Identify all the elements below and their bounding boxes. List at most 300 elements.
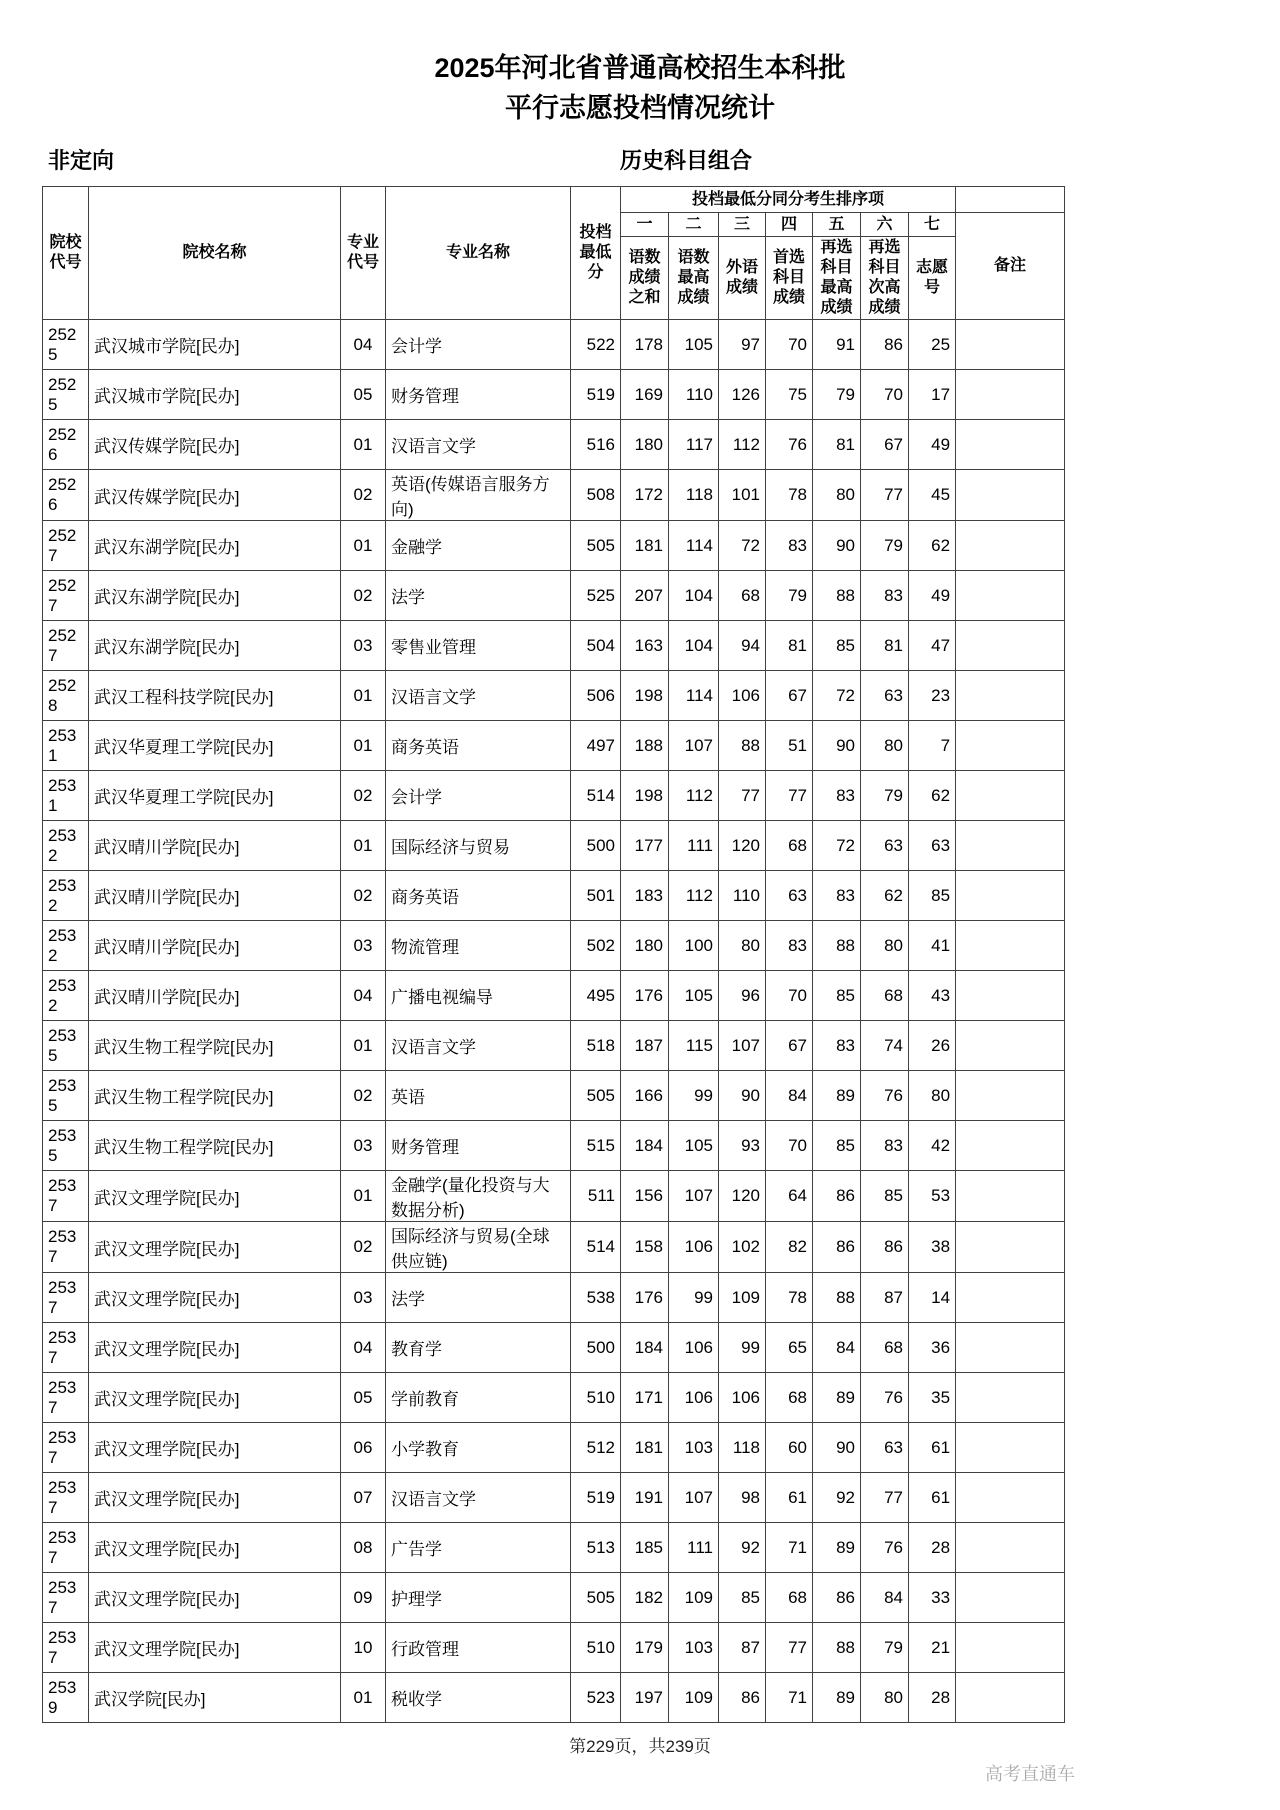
- cell-school-code: 2535: [43, 1021, 89, 1071]
- cell-major-name: 广播电视编导: [386, 971, 571, 1021]
- cell-sort-3: 98: [719, 1473, 766, 1523]
- cell-school-name: 武汉晴川学院[民办]: [89, 921, 341, 971]
- cell-sort-2: 106: [669, 1222, 719, 1273]
- cell-sort-3: 101: [719, 470, 766, 521]
- cell-sort-6: 80: [861, 921, 909, 971]
- cell-major-name: 金融学: [386, 521, 571, 571]
- cell-major-code: 03: [341, 621, 386, 671]
- cell-major-code: 02: [341, 871, 386, 921]
- cell-school-name: 武汉城市学院[民办]: [89, 320, 341, 370]
- cell-sort-3: 72: [719, 521, 766, 571]
- cell-sort-5: 85: [813, 621, 861, 671]
- cell-major-name: 税收学: [386, 1673, 571, 1723]
- cell-major-name: 护理学: [386, 1573, 571, 1623]
- cell-major-code: 08: [341, 1523, 386, 1573]
- cell-remark: [956, 320, 1065, 370]
- cell-sort-4: 83: [766, 921, 813, 971]
- cell-sort-3: 118: [719, 1423, 766, 1473]
- table-row: [43, 1021, 1065, 1071]
- cell-major-code: 01: [341, 521, 386, 571]
- cell-sort-6: 79: [861, 771, 909, 821]
- cell-sort-4: 61: [766, 1473, 813, 1523]
- cell-remark: [956, 771, 1065, 821]
- cell-sort-3: 92: [719, 1523, 766, 1573]
- cell-sort-5: 79: [813, 370, 861, 420]
- cell-sort-5: 83: [813, 871, 861, 921]
- cell-sort-6: 76: [861, 1523, 909, 1573]
- table-row: [43, 1222, 1065, 1273]
- cell-sort-3: 77: [719, 771, 766, 821]
- cell-sort-6: 79: [861, 521, 909, 571]
- table-row: [43, 671, 1065, 721]
- cell-major-name: 会计学: [386, 771, 571, 821]
- cell-school-name: 武汉文理学院[民办]: [89, 1623, 341, 1673]
- header-sort-label-4: 首选科目成绩: [766, 237, 813, 320]
- cell-sort-3: 80: [719, 921, 766, 971]
- cell-school-name: 武汉文理学院[民办]: [89, 1273, 341, 1323]
- header-sort-label-3: 外语成绩: [719, 237, 766, 320]
- cell-major-code: 09: [341, 1573, 386, 1623]
- header-sort-label-5: 再选科目最高成绩: [813, 237, 861, 320]
- cell-school-code: 2537: [43, 1423, 89, 1473]
- cell-sort-2: 100: [669, 921, 719, 971]
- cell-major-name: 行政管理: [386, 1623, 571, 1673]
- cell-major-code: 02: [341, 470, 386, 521]
- cell-sort-7: 28: [909, 1523, 956, 1573]
- cell-school-name: 武汉学院[民办]: [89, 1673, 341, 1723]
- cell-major-code: 01: [341, 1021, 386, 1071]
- cell-school-code: 2535: [43, 1071, 89, 1121]
- watermark: 高考直通车: [985, 1764, 1075, 1784]
- cell-major-code: 01: [341, 420, 386, 470]
- cell-major-name: 国际经济与贸易: [386, 821, 571, 871]
- table-row: [43, 1323, 1065, 1373]
- cell-remark: [956, 921, 1065, 971]
- header-row-group: [43, 187, 1065, 213]
- cell-min-score: 495: [571, 971, 621, 1021]
- cell-sort-7: 62: [909, 771, 956, 821]
- cell-sort-4: 81: [766, 621, 813, 671]
- cell-sort-7: 85: [909, 871, 956, 921]
- header-sort-num-4: 四: [766, 213, 813, 237]
- cell-sort-2: 112: [669, 771, 719, 821]
- cell-sort-2: 114: [669, 521, 719, 571]
- cell-major-code: 10: [341, 1623, 386, 1673]
- cell-major-code: 03: [341, 1121, 386, 1171]
- cell-sort-1: 188: [621, 721, 669, 771]
- cell-min-score: 522: [571, 320, 621, 370]
- cell-sort-6: 80: [861, 1673, 909, 1723]
- cell-min-score: 525: [571, 571, 621, 621]
- cell-min-score: 510: [571, 1373, 621, 1423]
- cell-major-name: 英语(传媒语言服务方向): [386, 470, 571, 521]
- cell-sort-2: 109: [669, 1673, 719, 1723]
- cell-remark: [956, 470, 1065, 521]
- header-major-code: 专业代号: [341, 187, 386, 320]
- cell-school-code: 2537: [43, 1573, 89, 1623]
- cell-sort-1: 178: [621, 320, 669, 370]
- cell-sort-1: 171: [621, 1373, 669, 1423]
- page-title-line2: 平行志愿投档情况统计: [505, 93, 775, 123]
- cell-sort-3: 87: [719, 1623, 766, 1673]
- cell-sort-1: 156: [621, 1171, 669, 1222]
- cell-sort-5: 90: [813, 721, 861, 771]
- cell-sort-5: 88: [813, 571, 861, 621]
- table-row: [43, 1071, 1065, 1121]
- cell-min-score: 518: [571, 1021, 621, 1071]
- cell-sort-5: 89: [813, 1071, 861, 1121]
- cell-sort-7: 41: [909, 921, 956, 971]
- cell-sort-1: 176: [621, 971, 669, 1021]
- cell-sort-1: 184: [621, 1323, 669, 1373]
- cell-major-code: 01: [341, 671, 386, 721]
- cell-school-code: 2527: [43, 521, 89, 571]
- cell-sort-7: 23: [909, 671, 956, 721]
- cell-min-score: 506: [571, 671, 621, 721]
- cell-sort-4: 78: [766, 1273, 813, 1323]
- cell-sort-3: 93: [719, 1121, 766, 1171]
- cell-sort-2: 103: [669, 1423, 719, 1473]
- cell-sort-4: 70: [766, 971, 813, 1021]
- cell-major-name: 法学: [386, 571, 571, 621]
- cell-major-code: 05: [341, 1373, 386, 1423]
- cell-major-code: 01: [341, 821, 386, 871]
- cell-sort-4: 76: [766, 420, 813, 470]
- cell-remark: [956, 1071, 1065, 1121]
- cell-sort-6: 86: [861, 320, 909, 370]
- cell-sort-1: 163: [621, 621, 669, 671]
- table-row: [43, 1121, 1065, 1171]
- cell-sort-4: 75: [766, 370, 813, 420]
- cell-min-score: 512: [571, 1423, 621, 1473]
- cell-sort-5: 72: [813, 821, 861, 871]
- cell-sort-7: 49: [909, 420, 956, 470]
- cell-sort-4: 71: [766, 1523, 813, 1573]
- cell-major-code: 01: [341, 1673, 386, 1723]
- cell-sort-6: 77: [861, 1473, 909, 1523]
- cell-sort-7: 63: [909, 821, 956, 871]
- cell-school-name: 武汉文理学院[民办]: [89, 1523, 341, 1573]
- cell-sort-5: 86: [813, 1171, 861, 1222]
- cell-remark: [956, 1473, 1065, 1523]
- cell-sort-3: 110: [719, 871, 766, 921]
- cell-major-name: 汉语言文学: [386, 420, 571, 470]
- cell-sort-5: 89: [813, 1673, 861, 1723]
- cell-sort-7: 7: [909, 721, 956, 771]
- cell-school-name: 武汉生物工程学院[民办]: [89, 1021, 341, 1071]
- cell-major-code: 03: [341, 1273, 386, 1323]
- cell-min-score: 505: [571, 521, 621, 571]
- cell-min-score: 500: [571, 821, 621, 871]
- table-row: [43, 521, 1065, 571]
- section-labels: [0, 144, 1280, 178]
- cell-school-code: 2537: [43, 1222, 89, 1273]
- table-row: [43, 370, 1065, 420]
- cell-min-score: 519: [571, 370, 621, 420]
- cell-sort-3: 120: [719, 1171, 766, 1222]
- cell-remark: [956, 521, 1065, 571]
- cell-school-name: 武汉传媒学院[民办]: [89, 470, 341, 521]
- cell-sort-7: 45: [909, 470, 956, 521]
- cell-sort-6: 77: [861, 470, 909, 521]
- cell-school-code: 2537: [43, 1523, 89, 1573]
- cell-sort-7: 43: [909, 971, 956, 1021]
- cell-sort-4: 77: [766, 1623, 813, 1673]
- cell-school-code: 2526: [43, 420, 89, 470]
- cell-sort-5: 90: [813, 521, 861, 571]
- page-title: [0, 0, 1280, 128]
- cell-sort-6: 81: [861, 621, 909, 671]
- cell-sort-4: 51: [766, 721, 813, 771]
- cell-sort-3: 106: [719, 1373, 766, 1423]
- cell-sort-6: 83: [861, 571, 909, 621]
- cell-sort-2: 105: [669, 1121, 719, 1171]
- cell-major-name: 汉语言文学: [386, 1021, 571, 1071]
- cell-sort-6: 63: [861, 671, 909, 721]
- cell-school-code: 2525: [43, 320, 89, 370]
- cell-sort-2: 103: [669, 1623, 719, 1673]
- cell-sort-2: 105: [669, 971, 719, 1021]
- cell-sort-1: 191: [621, 1473, 669, 1523]
- cell-major-code: 01: [341, 1171, 386, 1222]
- cell-remark: [956, 1171, 1065, 1222]
- cell-sort-2: 99: [669, 1273, 719, 1323]
- header-remark: 备注: [956, 213, 1065, 320]
- cell-sort-1: 207: [621, 571, 669, 621]
- table-row: [43, 721, 1065, 771]
- cell-sort-3: 102: [719, 1222, 766, 1273]
- cell-sort-7: 49: [909, 571, 956, 621]
- table-body: [43, 320, 1065, 1723]
- cell-sort-7: 26: [909, 1021, 956, 1071]
- table-row: [43, 571, 1065, 621]
- cell-major-code: 06: [341, 1423, 386, 1473]
- cell-min-score: 523: [571, 1673, 621, 1723]
- cell-major-name: 金融学(量化投资与大数据分析): [386, 1171, 571, 1222]
- cell-school-name: 武汉生物工程学院[民办]: [89, 1121, 341, 1171]
- cell-sort-2: 112: [669, 871, 719, 921]
- cell-sort-4: 84: [766, 1071, 813, 1121]
- cell-sort-3: 90: [719, 1071, 766, 1121]
- cell-sort-3: 85: [719, 1573, 766, 1623]
- cell-major-name: 小学教育: [386, 1423, 571, 1473]
- cell-min-score: 538: [571, 1273, 621, 1323]
- cell-sort-1: 198: [621, 671, 669, 721]
- cell-sort-2: 115: [669, 1021, 719, 1071]
- cell-sort-6: 70: [861, 370, 909, 420]
- cell-major-code: 05: [341, 370, 386, 420]
- cell-sort-7: 14: [909, 1273, 956, 1323]
- cell-sort-2: 99: [669, 1071, 719, 1121]
- cell-major-name: 汉语言文学: [386, 671, 571, 721]
- cell-sort-1: 187: [621, 1021, 669, 1071]
- table-row: [43, 921, 1065, 971]
- cell-sort-5: 81: [813, 420, 861, 470]
- cell-sort-1: 177: [621, 821, 669, 871]
- table-row: [43, 1623, 1065, 1673]
- cell-major-code: 01: [341, 721, 386, 771]
- cell-sort-4: 78: [766, 470, 813, 521]
- label-subject-combination: 历史科目组合: [620, 148, 753, 173]
- header-sort-label-1: 语数成绩之和: [621, 237, 669, 320]
- cell-sort-6: 68: [861, 1323, 909, 1373]
- cell-major-name: 广告学: [386, 1523, 571, 1573]
- cell-sort-5: 86: [813, 1222, 861, 1273]
- cell-sort-5: 83: [813, 771, 861, 821]
- cell-sort-5: 92: [813, 1473, 861, 1523]
- cell-sort-7: 47: [909, 621, 956, 671]
- cell-sort-4: 67: [766, 671, 813, 721]
- cell-sort-4: 68: [766, 1373, 813, 1423]
- cell-major-code: 02: [341, 571, 386, 621]
- cell-school-code: 2532: [43, 921, 89, 971]
- cell-major-name: 物流管理: [386, 921, 571, 971]
- cell-remark: [956, 821, 1065, 871]
- cell-major-code: 04: [341, 320, 386, 370]
- cell-school-code: 2532: [43, 971, 89, 1021]
- cell-sort-4: 65: [766, 1323, 813, 1373]
- cell-school-code: 2535: [43, 1121, 89, 1171]
- cell-school-code: 2539: [43, 1673, 89, 1723]
- cell-sort-2: 118: [669, 470, 719, 521]
- cell-sort-7: 35: [909, 1373, 956, 1423]
- cell-remark: [956, 1623, 1065, 1673]
- cell-sort-3: 120: [719, 821, 766, 871]
- cell-school-name: 武汉东湖学院[民办]: [89, 521, 341, 571]
- header-sort-num-1: 一: [621, 213, 669, 237]
- cell-school-name: 武汉晴川学院[民办]: [89, 821, 341, 871]
- cell-school-code: 2537: [43, 1323, 89, 1373]
- cell-school-code: 2537: [43, 1171, 89, 1222]
- table-row: [43, 621, 1065, 671]
- cell-sort-1: 180: [621, 420, 669, 470]
- cell-major-name: 学前教育: [386, 1373, 571, 1423]
- cell-major-code: 02: [341, 771, 386, 821]
- table-row: [43, 1573, 1065, 1623]
- table-row: [43, 1373, 1065, 1423]
- cell-school-code: 2527: [43, 621, 89, 671]
- cell-sort-6: 84: [861, 1573, 909, 1623]
- header-major-name: 专业名称: [386, 187, 571, 320]
- cell-sort-1: 180: [621, 921, 669, 971]
- cell-min-score: 511: [571, 1171, 621, 1222]
- cell-sort-2: 106: [669, 1323, 719, 1373]
- cell-sort-4: 60: [766, 1423, 813, 1473]
- cell-sort-2: 107: [669, 721, 719, 771]
- cell-sort-1: 158: [621, 1222, 669, 1273]
- cell-sort-6: 67: [861, 420, 909, 470]
- cell-school-code: 2527: [43, 571, 89, 621]
- cell-sort-2: 109: [669, 1573, 719, 1623]
- header-sort-num-7: 七: [909, 213, 956, 237]
- cell-major-name: 财务管理: [386, 370, 571, 420]
- cell-major-code: 07: [341, 1473, 386, 1523]
- cell-sort-5: 89: [813, 1373, 861, 1423]
- cell-sort-1: 198: [621, 771, 669, 821]
- cell-remark: [956, 1323, 1065, 1373]
- cell-sort-6: 63: [861, 821, 909, 871]
- page-number: 第229页，共239页: [569, 1737, 711, 1756]
- cell-school-name: 武汉华夏理工学院[民办]: [89, 771, 341, 821]
- cell-remark: [956, 1523, 1065, 1573]
- cell-sort-4: 68: [766, 821, 813, 871]
- cell-sort-4: 71: [766, 1673, 813, 1723]
- cell-sort-5: 86: [813, 1573, 861, 1623]
- cell-min-score: 505: [571, 1071, 621, 1121]
- cell-sort-6: 62: [861, 871, 909, 921]
- table-row: [43, 1423, 1065, 1473]
- table-row: [43, 1273, 1065, 1323]
- cell-min-score: 497: [571, 721, 621, 771]
- cell-sort-5: 85: [813, 1121, 861, 1171]
- header-school-code: 院校代号: [43, 187, 89, 320]
- cell-sort-1: 197: [621, 1673, 669, 1723]
- cell-sort-3: 106: [719, 671, 766, 721]
- cell-sort-2: 111: [669, 1523, 719, 1573]
- cell-sort-6: 87: [861, 1273, 909, 1323]
- cell-sort-5: 84: [813, 1323, 861, 1373]
- cell-min-score: 505: [571, 1573, 621, 1623]
- table-row: [43, 821, 1065, 871]
- cell-sort-1: 185: [621, 1523, 669, 1573]
- header-sort-num-2: 二: [669, 213, 719, 237]
- cell-major-code: 04: [341, 971, 386, 1021]
- cell-remark: [956, 621, 1065, 671]
- cell-sort-6: 79: [861, 1623, 909, 1673]
- cell-remark: [956, 1222, 1065, 1273]
- header-sort-num-3: 三: [719, 213, 766, 237]
- cell-sort-3: 88: [719, 721, 766, 771]
- cell-min-score: 519: [571, 1473, 621, 1523]
- cell-major-name: 汉语言文学: [386, 1473, 571, 1523]
- cell-school-name: 武汉文理学院[民办]: [89, 1373, 341, 1423]
- table-row: [43, 320, 1065, 370]
- cell-major-name: 商务英语: [386, 871, 571, 921]
- cell-sort-4: 70: [766, 1121, 813, 1171]
- cell-sort-5: 88: [813, 1623, 861, 1673]
- cell-sort-6: 80: [861, 721, 909, 771]
- cell-school-name: 武汉城市学院[民办]: [89, 370, 341, 420]
- cell-major-code: 04: [341, 1323, 386, 1373]
- cell-sort-7: 21: [909, 1623, 956, 1673]
- cell-school-name: 武汉晴川学院[民办]: [89, 871, 341, 921]
- cell-major-name: 财务管理: [386, 1121, 571, 1171]
- cell-remark: [956, 1573, 1065, 1623]
- cell-sort-7: 53: [909, 1171, 956, 1222]
- header-remark-spacer: [956, 187, 1065, 213]
- cell-major-name: 会计学: [386, 320, 571, 370]
- cell-sort-3: 126: [719, 370, 766, 420]
- cell-school-name: 武汉华夏理工学院[民办]: [89, 721, 341, 771]
- cell-sort-5: 88: [813, 921, 861, 971]
- cell-remark: [956, 1423, 1065, 1473]
- cell-sort-2: 117: [669, 420, 719, 470]
- cell-remark: [956, 1121, 1065, 1171]
- cell-sort-2: 107: [669, 1473, 719, 1523]
- cell-remark: [956, 1373, 1065, 1423]
- cell-sort-7: 62: [909, 521, 956, 571]
- cell-major-name: 国际经济与贸易(全球供应链): [386, 1222, 571, 1273]
- cell-remark: [956, 871, 1065, 921]
- cell-sort-7: 42: [909, 1121, 956, 1171]
- cell-sort-1: 176: [621, 1273, 669, 1323]
- cell-sort-1: 179: [621, 1623, 669, 1673]
- cell-major-code: 03: [341, 921, 386, 971]
- cell-min-score: 514: [571, 771, 621, 821]
- cell-school-name: 武汉文理学院[民办]: [89, 1222, 341, 1273]
- cell-min-score: 515: [571, 1121, 621, 1171]
- cell-school-name: 武汉文理学院[民办]: [89, 1323, 341, 1373]
